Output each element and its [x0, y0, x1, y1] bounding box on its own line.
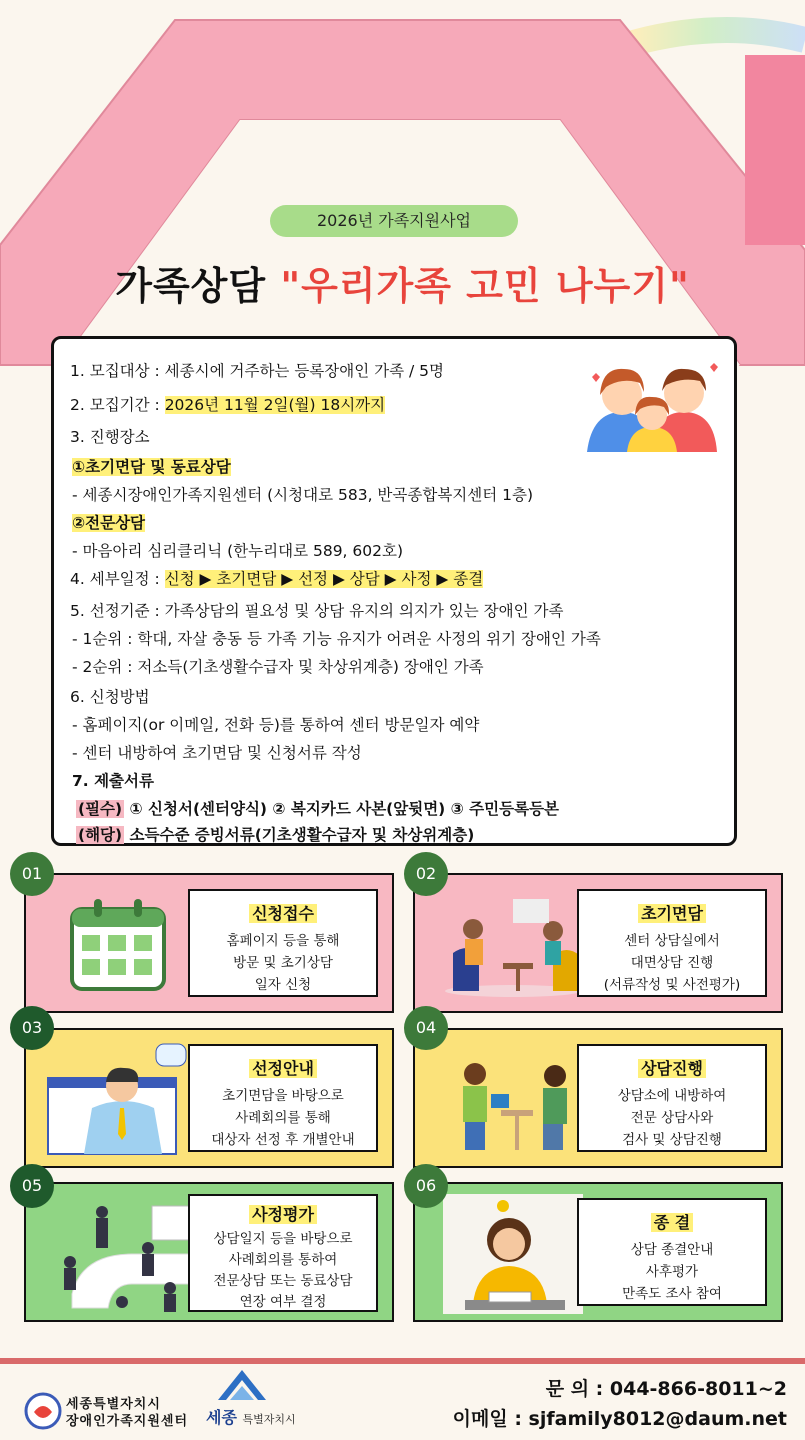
- step-number-01: 01: [10, 852, 54, 896]
- step-title-02: 초기면담: [638, 904, 706, 923]
- step-number-05: 05: [10, 1164, 54, 1208]
- info-method-1: - 홈페이지(or 이메일, 전화 등)를 통하여 센터 방문일자 예약: [72, 716, 480, 734]
- step-desc-02: 센터 상담실에서 대면상담 진행 (서류작성 및 사전평가): [603, 933, 741, 993]
- info-documents-required: (필수) ① 신청서(센터양식) ② 복지카드 사본(앞뒷면) ③ 주민등록등본: [78, 800, 560, 818]
- contact-phone: 문 의 : 044-866-8011~2: [545, 1378, 787, 1400]
- step-title-01: 신청접수: [249, 904, 317, 923]
- info-location-1: ①초기면담 및 동료상담: [72, 458, 231, 476]
- step-number-03: 03: [10, 1006, 54, 1050]
- step-box-04: [577, 1044, 767, 1152]
- interview-illustration: [443, 893, 583, 998]
- info-method: 6. 신청방법: [70, 688, 150, 706]
- footer-divider: [0, 1358, 805, 1364]
- step-box-03: [188, 1044, 378, 1152]
- step-title-04: 상담진행: [638, 1059, 706, 1078]
- step-box-06: [577, 1198, 767, 1306]
- step-card-04: [413, 1028, 783, 1168]
- title-main: 가족상담: [115, 264, 267, 308]
- step-box-05: [188, 1194, 378, 1312]
- info-location-1-addr: - 세종시장애인가족지원센터 (시청대로 583, 반곡종합복지센터 1층): [72, 486, 534, 504]
- sejong-city-logo: 세종 특별자치시: [206, 1408, 296, 1427]
- info-period: 2. 모집기간 : 2026년 11월 2일(월) 18시까지: [70, 396, 386, 414]
- meeting-illustration: [52, 1198, 202, 1314]
- center-logo-icon: [24, 1392, 62, 1430]
- step-desc-04: 상담소에 내방하여 전문 상담사와 검사 및 상담진행: [617, 1088, 727, 1148]
- info-method-2: - 센터 내방하여 초기면담 및 신청서류 작성: [72, 744, 362, 762]
- info-schedule: 4. 세부일정 : 신청 ▶ 초기면담 ▶ 선정 ▶ 상담 ▶ 사정 ▶ 종결: [70, 570, 484, 588]
- step-number-02: 02: [404, 852, 448, 896]
- step-box-01: [188, 889, 378, 997]
- step-card-03: [24, 1028, 394, 1168]
- center-name: 세종특별자치시 장애인가족지원센터: [66, 1397, 189, 1429]
- info-documents: 7. 제출서류: [72, 772, 154, 790]
- step-title-06: 종 결: [651, 1213, 693, 1232]
- info-criteria: 5. 선정기준 : 가족상담의 필요성 및 상담 유지의 의지가 있는 장애인 가족: [70, 602, 564, 620]
- info-target: 1. 모집대상 : 세종시에 거주하는 등록장애인 가족 / 5명: [70, 362, 444, 380]
- counseling-illustration: [443, 1044, 583, 1156]
- writing-illustration: [443, 1194, 583, 1314]
- step-card-02: [413, 873, 783, 1013]
- step-card-01: [24, 873, 394, 1013]
- step-card-05: [24, 1182, 394, 1322]
- page-title: [0, 255, 805, 310]
- step-number-06: 06: [404, 1164, 448, 1208]
- contact-email: 이메일 : sjfamily8012@daum.net: [452, 1408, 787, 1430]
- step-card-06: [413, 1182, 783, 1322]
- contact-info: [453, 1374, 787, 1434]
- announcement-illustration: [44, 1038, 194, 1158]
- info-documents-optional: (해당) 소득수준 증빙서류(기초생활수급자 및 차상위계층): [78, 826, 475, 844]
- step-number-04: 04: [404, 1006, 448, 1050]
- step-box-02: [577, 889, 767, 997]
- step-desc-03: 초기면담을 바탕으로 사례회의를 통해 대상자 선정 후 개별안내: [211, 1088, 355, 1148]
- step-desc-06: 상담 종결안내 사후평가 만족도 조사 참여: [622, 1242, 722, 1302]
- family-illustration: [582, 357, 722, 452]
- info-box: [51, 336, 737, 846]
- info-location: 3. 진행장소: [70, 428, 150, 446]
- step-desc-05: 상담일지 등을 바탕으로 사례회의를 통하여 전문상담 또는 동료상담 연장 여부 결정: [213, 1231, 353, 1310]
- step-title-05: 사정평가: [249, 1205, 317, 1224]
- info-priority-2: - 2순위 : 저소득(기초생활수급자 및 차상위계층) 장애인 가족: [72, 658, 484, 676]
- step-desc-01: 홈페이지 등을 통해 방문 및 초기상담 일자 신청: [226, 933, 340, 993]
- title-sub: "우리가족 고민 나누기": [280, 264, 690, 308]
- program-badge: 2026년 가족지원사업: [270, 205, 518, 237]
- info-location-2-addr: - 마음아리 심리클리닉 (한누리대로 589, 602호): [72, 542, 404, 560]
- info-priority-1: - 1순위 : 학대, 자살 충동 등 가족 기능 유지가 어려운 사정의 위기 장애인 가족: [72, 630, 601, 648]
- step-title-03: 선정안내: [249, 1059, 317, 1078]
- calendar-icon: [64, 895, 174, 995]
- info-location-2: ②전문상담: [72, 514, 146, 532]
- sejong-logo-icon: [214, 1366, 270, 1402]
